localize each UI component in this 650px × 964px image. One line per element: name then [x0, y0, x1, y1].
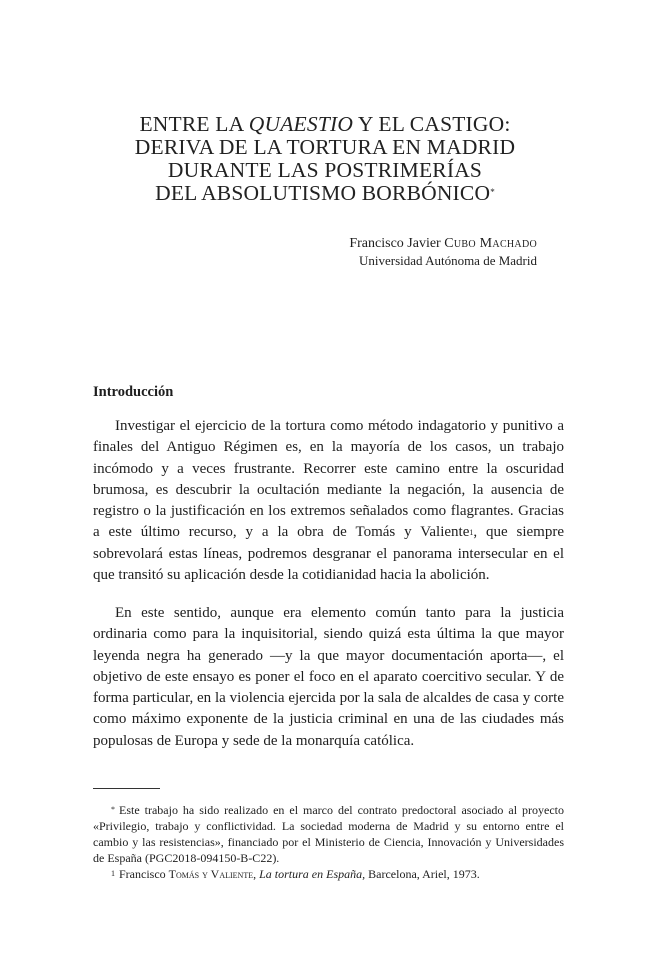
body-paragraph-2 — [93, 603, 564, 752]
footnote-separator — [93, 788, 160, 789]
footnote-author-given: Francisco — [119, 867, 169, 881]
title-line-3: DURANTE LAS POSTRIMERÍAS — [167, 158, 483, 182]
footnote-book-title: La tortura en España, — [259, 867, 366, 881]
footnote-author-surname: Tomás y Valiente — [168, 867, 254, 881]
author-surnames: Cubo Machado — [444, 236, 537, 251]
paragraph-text: En este sentido, aunque era elemento común tanto para la justicia ordinaria como para la inquisitorial, siendo quizá esta última la que mayor leyenda negra ha generado —y la que mayor documentación aporta—, el objetivo de este ensayo es poner el foco en el aparato coercitivo secular. Y de forma particular, en la violencia ejercida por la sala de alcaldes de casa y corte como máximo exponente de la justicia criminal en una de las ciudades más populosas de Europa y sede de la monarquía católica. — [93, 605, 564, 749]
footnotes — [93, 802, 564, 882]
author-name — [349, 234, 537, 253]
article-title — [95, 113, 555, 205]
title-line-2: DERIVA DE LA TORTURA EN MADRID — [134, 135, 516, 159]
title-text: DEL ABSOLUTISMO BORBÓNICO — [155, 181, 491, 205]
footnote-marker: * — [111, 805, 115, 814]
paragraph-text: , que siempre sobrevolará estas líneas, podremos desgranar el panorama intersecular en el que transitó su aplicación desde la cotidianidad hacia la abolición. — [93, 524, 565, 584]
section-heading: Introducción — [93, 384, 174, 400]
footnote-separator-text: , — [253, 867, 260, 881]
title-italic-term: QUAESTIO — [248, 112, 354, 136]
body-paragraph-1 — [93, 416, 564, 586]
title-footnote-marker[interactable]: * — [490, 187, 495, 197]
title-text: Y EL CASTIGO: — [353, 112, 511, 136]
footnote-marker: 1 — [111, 869, 115, 878]
title-line-1 — [95, 113, 555, 136]
title-text: ENTRE LA — [139, 112, 249, 136]
footnote-star — [93, 802, 564, 866]
title-line-4 — [95, 182, 555, 205]
footnote-text: Barcelona, Ariel, 1973. — [365, 867, 480, 881]
author-affiliation: Universidad Autónoma de Madrid — [359, 253, 537, 268]
footnote-1 — [93, 866, 564, 882]
author-given-names: Francisco Javier — [349, 236, 445, 251]
footnote-text: Este trabajo ha sido realizado en el marco del contrato predoctoral asociado al proyecto «Privilegio, trabajo y conflictividad. La sociedad moderna de Madrid y su entorno entre el cambio y las resistencias», financiado por el Ministerio de Ciencia, Innovación y Universidades de España (PGC2018-094150-B-C22). — [93, 803, 564, 865]
paragraph-text: Investigar el ejercicio de la tortura como método indagatorio y punitivo a finales del Antiguo Régimen es, en la mayoría de los casos, un trabajo incómodo y a veces frustrante. Recorrer este camino entre la oscuridad brumosa, es descubrir la ocultación mediante la negación, la ausencia de registro o la justificación en los extremos señalados como flagrantes. Gracias a este último recurso, y a la obra de Tomás y Valiente — [93, 418, 564, 541]
footnote-ref-1[interactable]: 1 — [469, 528, 474, 538]
